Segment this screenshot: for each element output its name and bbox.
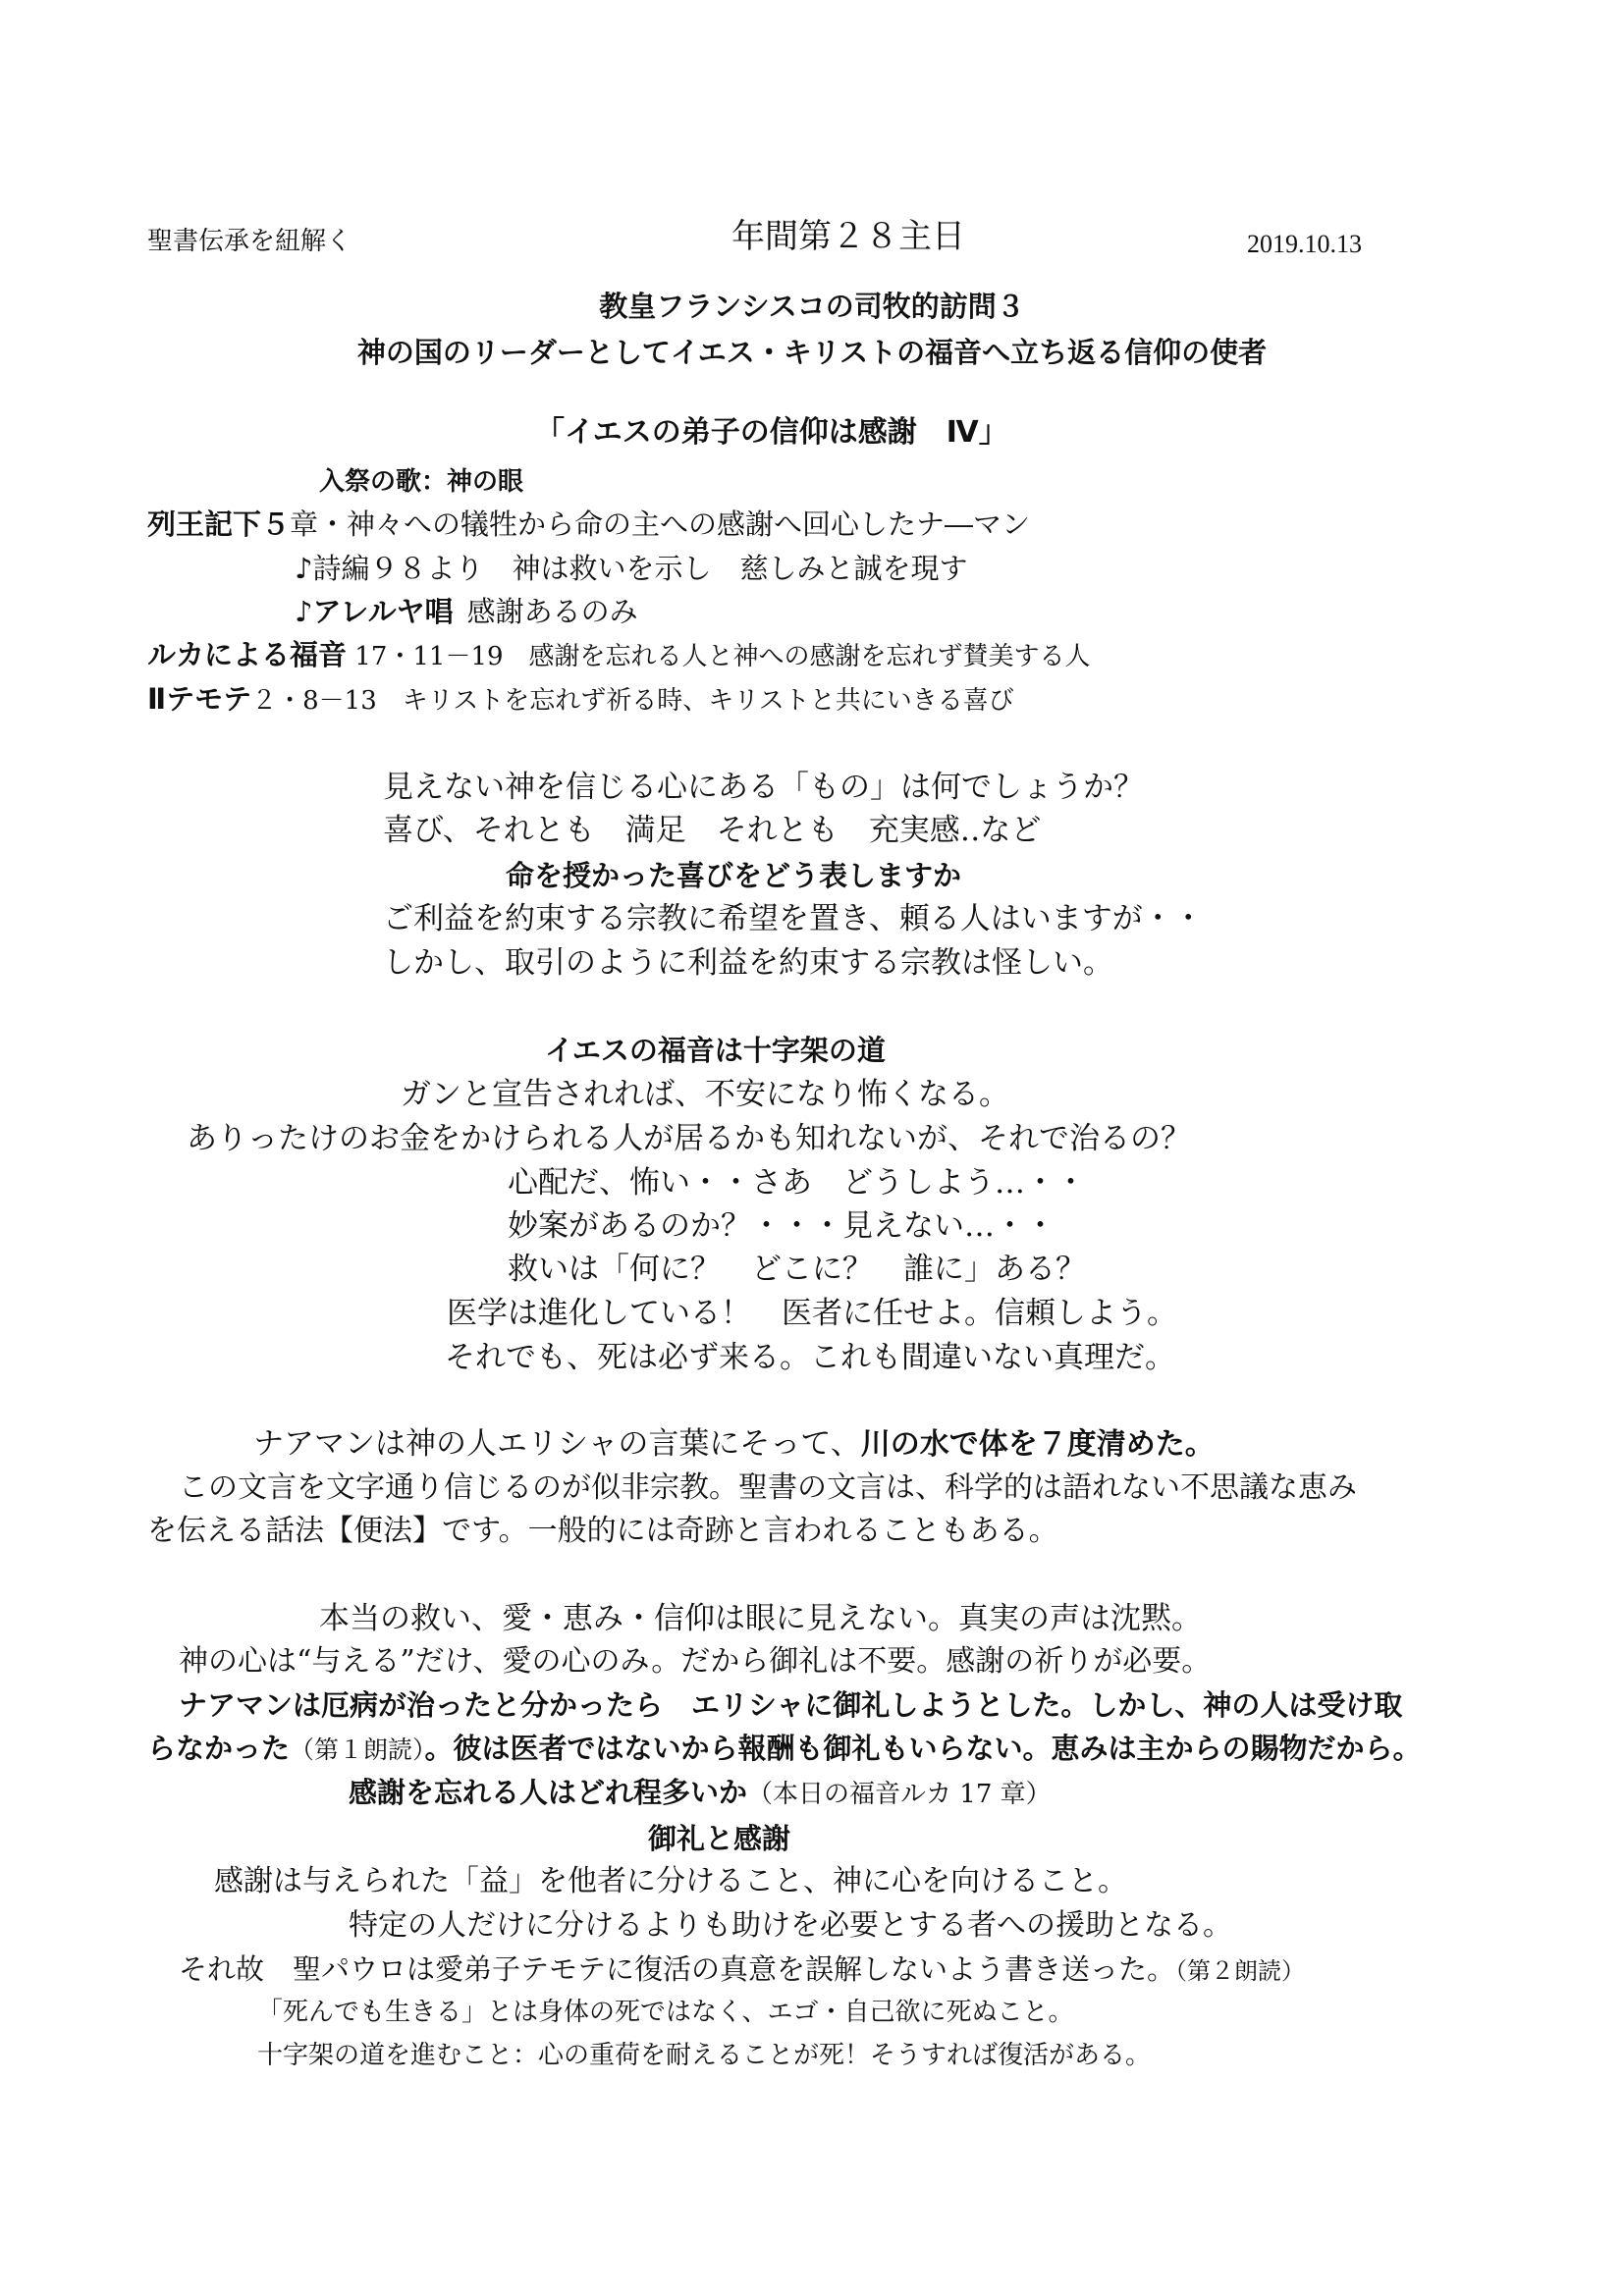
s4-line-2: 神の心は“与える”だけ、愛の心のみ。だから御礼は不要。感謝の祈りが必要。 <box>179 1644 1212 1679</box>
s4-line-8-note: （第２朗読） <box>1175 1957 1306 1985</box>
s3-line-2: この文言を文字通り信じるのが似非宗教。聖書の文言は、科学的は語れない不思議な恵み <box>179 1470 1357 1505</box>
s2-line-1: ガンと宣告されれば、不安になり怖くなる。 <box>401 1077 1009 1112</box>
s1-line-3: ご利益を約束する宗教に希望を置き、頼る人はいますが・・ <box>383 901 1204 936</box>
reading-2-text: ２・8－13 キリストを忘れず祈る時、キリストと共にいきる喜び <box>251 686 1014 716</box>
s2-line-2: ありったけのお金をかけられる人が居るかも知れないが、それで治るの？ <box>187 1121 1191 1156</box>
page-title: 年間第２８主日 <box>731 217 965 256</box>
s1-line-4: しかし、取引のように利益を約束する宗教は怪しい。 <box>383 945 1113 981</box>
s4-line-4-a: らなかった <box>147 1732 291 1765</box>
s2-line-6: 医学は進化している！ 医者に任せよ。信頼しよう。 <box>447 1296 1177 1331</box>
s4-line-3: ナアマンは厄病が治ったと分かったら エリシャに御礼しようとした。しかし、神の人は受け取 <box>179 1688 1403 1722</box>
s2-line-5: 救いは「何に？ どこに？ 誰に」ある？ <box>508 1252 1086 1287</box>
alleluia <box>295 596 638 628</box>
theme-heading: 「イエスの弟子の信仰は感謝 Ⅳ」 <box>535 415 1008 450</box>
reading-2 <box>147 683 1014 717</box>
s3-line-1-bold: 川の水で体を７度清めた。 <box>860 1427 1215 1462</box>
entrance-song: 入祭の歌：神の眼 <box>319 467 524 497</box>
s3-line-1-text: ナアマンは神の人エリシャの言葉にそって、 <box>253 1426 861 1462</box>
s2-line-7: それでも、死は必ず来る。これも間違いない真理だ。 <box>445 1340 1175 1375</box>
s2-heading: イエスの福音は十字架の道 <box>545 1034 886 1067</box>
alleluia-text: 感謝あるのみ <box>466 595 638 628</box>
s4-line-5-bold: 感謝を忘れる人はどれ程多いか <box>349 1776 748 1809</box>
s2-line-4: 妙案があるのか？・・・見えない…・・ <box>508 1208 1056 1244</box>
s4-line-10: 十字架の道を進むこと：心の重荷を耐えることが死！そうすれば復活がある。 <box>257 2041 1152 2070</box>
subtitle-1: 教皇フランシスコの司牧的訪問３ <box>599 290 1025 323</box>
psalm: ♪詩編９８より 神は救いを示し 慈しみと誠を現す <box>295 552 968 585</box>
gospel <box>147 639 1091 672</box>
alleluia-label: ♪アレルヤ唱 <box>295 595 454 628</box>
s1-line-1: 見えない神を信じる心にある「もの」は何でしょうか？ <box>383 770 1144 805</box>
s4-heading: 御礼と感謝 <box>648 1822 791 1855</box>
series-label: 聖書伝承を紐解く <box>147 227 352 256</box>
s4-line-8 <box>179 1953 1305 1986</box>
s4-line-7: 特定の人だけに分けるよりも助けを必要とする者への援助となる。 <box>349 1908 1232 1943</box>
s2-line-3: 心配だ、怖い・・さあ どうしよう…・・ <box>508 1165 1086 1201</box>
reading-1 <box>147 508 1030 541</box>
s4-line-5-rest: （本日の福音ルカ 17 章） <box>747 1780 1052 1809</box>
s4-line-4-note: （第１朗読） <box>290 1735 425 1764</box>
s4-line-5 <box>349 1777 1052 1810</box>
s4-line-4-c: 。彼は医者ではないから報酬も御礼もいらない。恵みは主からの賜物だから。 <box>424 1732 1422 1765</box>
s4-line-6: 感謝は与えられた「益」を他者に分けること、神に心を向けること。 <box>214 1864 1127 1898</box>
s4-line-8-text: それ故 聖パウロは愛弟子テモテに復活の真意を誤解しないよう書き送った。 <box>179 1952 1176 1986</box>
reading-1-text: 章・神々への犠牲から命の主への感謝へ回心したナ―マン <box>290 507 1031 541</box>
s4-line-1: 本当の救い、愛・恵み・信仰は眼に見えない。真実の声は沈黙。 <box>319 1601 1202 1636</box>
s3-line-3: を伝える話法【便法】です。一般的には奇跡と言われることもある。 <box>147 1514 1058 1548</box>
s3-line-1 <box>253 1427 1215 1463</box>
s1-line-2: 喜び、それとも 満足 それとも 充実感‥など <box>383 813 1042 848</box>
gospel-text: 17・11－19 感謝を忘れる人と神への感謝を忘れず賛美する人 <box>347 642 1091 671</box>
gospel-label: ルカによる福音 <box>147 638 348 671</box>
s4-line-4 <box>147 1733 1422 1765</box>
s1-heading: 命を授かった喜びをどう表しますか <box>506 859 962 892</box>
subtitle-2: 神の国のリーダーとしてイエス・キリストの福音へ立ち返る信仰の使者 <box>356 336 1268 369</box>
s4-line-9: 「死んでも生きる」とは身体の死ではなく、エゴ・自己欲に死ぬこと。 <box>257 1998 1074 2027</box>
date-label: 2019.10.13 <box>1247 230 1362 258</box>
reading-1-ref: 列王記下５ <box>147 507 291 541</box>
reading-2-label: Ⅱテモテ <box>147 682 252 716</box>
